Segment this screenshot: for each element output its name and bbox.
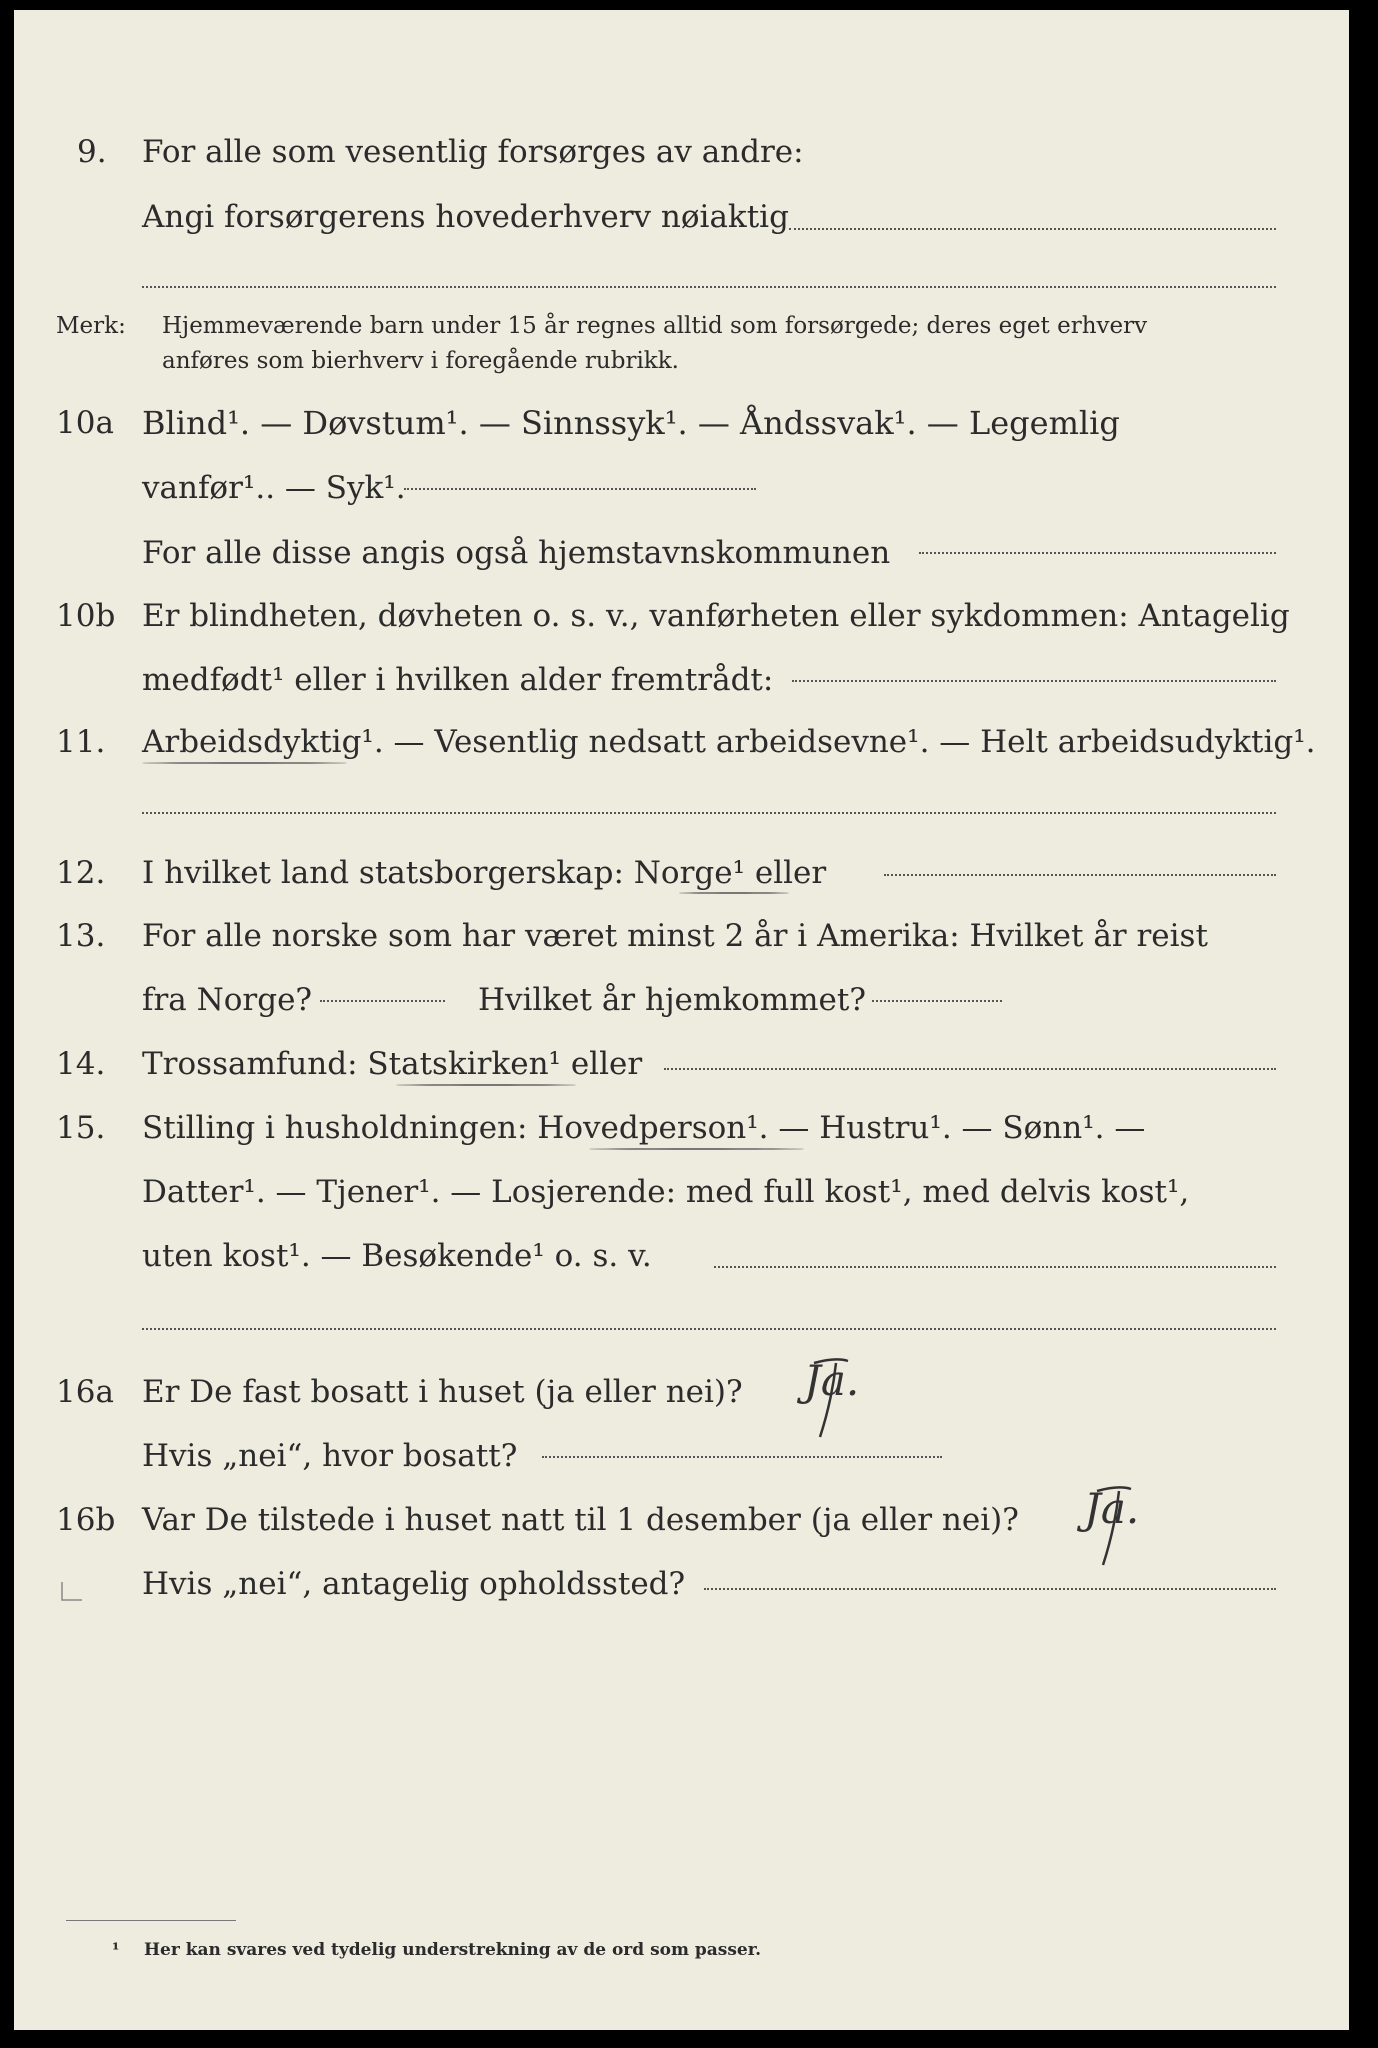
q10b-number: 10b <box>56 598 116 634</box>
q13-line2b: Hvilket år hjemkommet? <box>478 982 866 1018</box>
q16a-answer-line[interactable] <box>542 1456 942 1458</box>
q12-line1: I hvilket land statsborgerskap: Norge¹ eller <box>142 855 827 891</box>
q16b-line1: Var De tilstede i huset natt til 1 desember (ja eller nei)? <box>142 1502 1019 1538</box>
q10a-syk-line[interactable] <box>404 488 756 490</box>
q12-underline-norge <box>679 892 789 894</box>
q9-line2: Angi forsørgerens hovederhverv nøiaktig <box>142 199 789 235</box>
q14-number: 14. <box>56 1046 106 1082</box>
q10b-line2: medfødt¹ eller i hvilken alder fremtrådt: <box>142 662 774 698</box>
q16a-handwritten-answer: Ja. <box>804 1356 860 1405</box>
q16b-number: 16b <box>56 1502 116 1538</box>
census-form-page <box>14 10 1349 2030</box>
q13-reist-line[interactable] <box>320 1000 445 1002</box>
q16b-handwriting-stroke <box>1089 1483 1139 1573</box>
q16a-number: 16a <box>56 1374 114 1410</box>
q11-line1: Arbeidsdyktig¹. — Vesentlig nedsatt arbeidsevne¹. — Helt arbeidsudyktig¹. <box>142 724 1316 760</box>
merk-line1: Hjemmeværende barn under 15 år regnes alltid som forsørgede; deres eget erhverv <box>162 313 1148 339</box>
footnote-rule <box>66 1920 236 1921</box>
q14-answer-line[interactable] <box>664 1068 1276 1070</box>
q16b-line2: Hvis „nei“, antagelig opholdssted? <box>142 1566 686 1602</box>
q16b-handwritten-answer: Ja. <box>1084 1484 1140 1533</box>
q14-underline-statskirken <box>396 1084 576 1086</box>
q15-line2: Datter¹. — Tjener¹. — Losjerende: med full kost¹, med delvis kost¹, <box>142 1174 1190 1210</box>
q10a-line2: vanfør¹.. — Syk¹. <box>142 470 406 506</box>
merk-label: Merk: <box>56 313 126 339</box>
q14-line1: Trossamfund: Statskirken¹ eller <box>142 1046 643 1082</box>
merk-line2: anføres som bierhverv i foregående rubrikk. <box>162 348 679 374</box>
q13-hjemkommet-line[interactable] <box>872 1000 1002 1002</box>
q9-answer-line[interactable] <box>789 228 1276 230</box>
q13-number: 13. <box>56 918 106 954</box>
q9-answer-line-2[interactable] <box>142 286 1276 288</box>
q10b-answer-line[interactable] <box>792 680 1276 682</box>
q10a-line3: For alle disse angis også hjemstavnskommunen <box>142 535 891 571</box>
margin-pencil-mark <box>58 1580 88 1606</box>
q15-underline-hovedperson <box>589 1148 804 1150</box>
q12-answer-line[interactable] <box>884 874 1276 876</box>
q11-number: 11. <box>56 724 106 760</box>
q15-number: 15. <box>56 1110 106 1146</box>
footnote-mark: ¹ <box>112 1940 120 1960</box>
q16a-line1: Er De fast bosatt i huset (ja eller nei)? <box>142 1374 743 1410</box>
footnote-text: Her kan svares ved tydelig understrekning av de ord som passer. <box>144 1940 762 1960</box>
q11-answer-line[interactable] <box>142 812 1276 814</box>
q16a-handwriting-stroke <box>806 1355 856 1445</box>
q16b-answer-line[interactable] <box>704 1588 1276 1590</box>
q15-line3: uten kost¹. — Besøkende¹ o. s. v. <box>142 1238 652 1274</box>
q16a-line2: Hvis „nei“, hvor bosatt? <box>142 1438 518 1474</box>
q13-line2a: fra Norge? <box>142 982 313 1018</box>
q15-line1: Stilling i husholdningen: Hovedperson¹. — Hustru¹. — Sønn¹. — <box>142 1110 1146 1146</box>
q15-answer-line-2[interactable] <box>142 1328 1276 1330</box>
q10b-line1: Er blindheten, døvheten o. s. v., vanførheten eller sykdommen: Antagelig <box>142 598 1290 634</box>
q15-answer-line[interactable] <box>714 1266 1276 1268</box>
q12-number: 12. <box>56 855 106 891</box>
q11-underline-arbeidsdyktig <box>142 762 347 764</box>
q9-number: 9. <box>77 134 107 170</box>
q10a-answer-line[interactable] <box>919 552 1276 554</box>
q13-line1: For alle norske som har været minst 2 år i Amerika: Hvilket år reist <box>142 918 1208 954</box>
q10a-line1: Blind¹. — Døvstum¹. — Sinnssyk¹. — Åndssvak¹. — Legemlig <box>142 404 1120 442</box>
q9-line1: For alle som vesentlig forsørges av andre: <box>142 134 804 170</box>
q10a-number: 10a <box>56 405 114 441</box>
